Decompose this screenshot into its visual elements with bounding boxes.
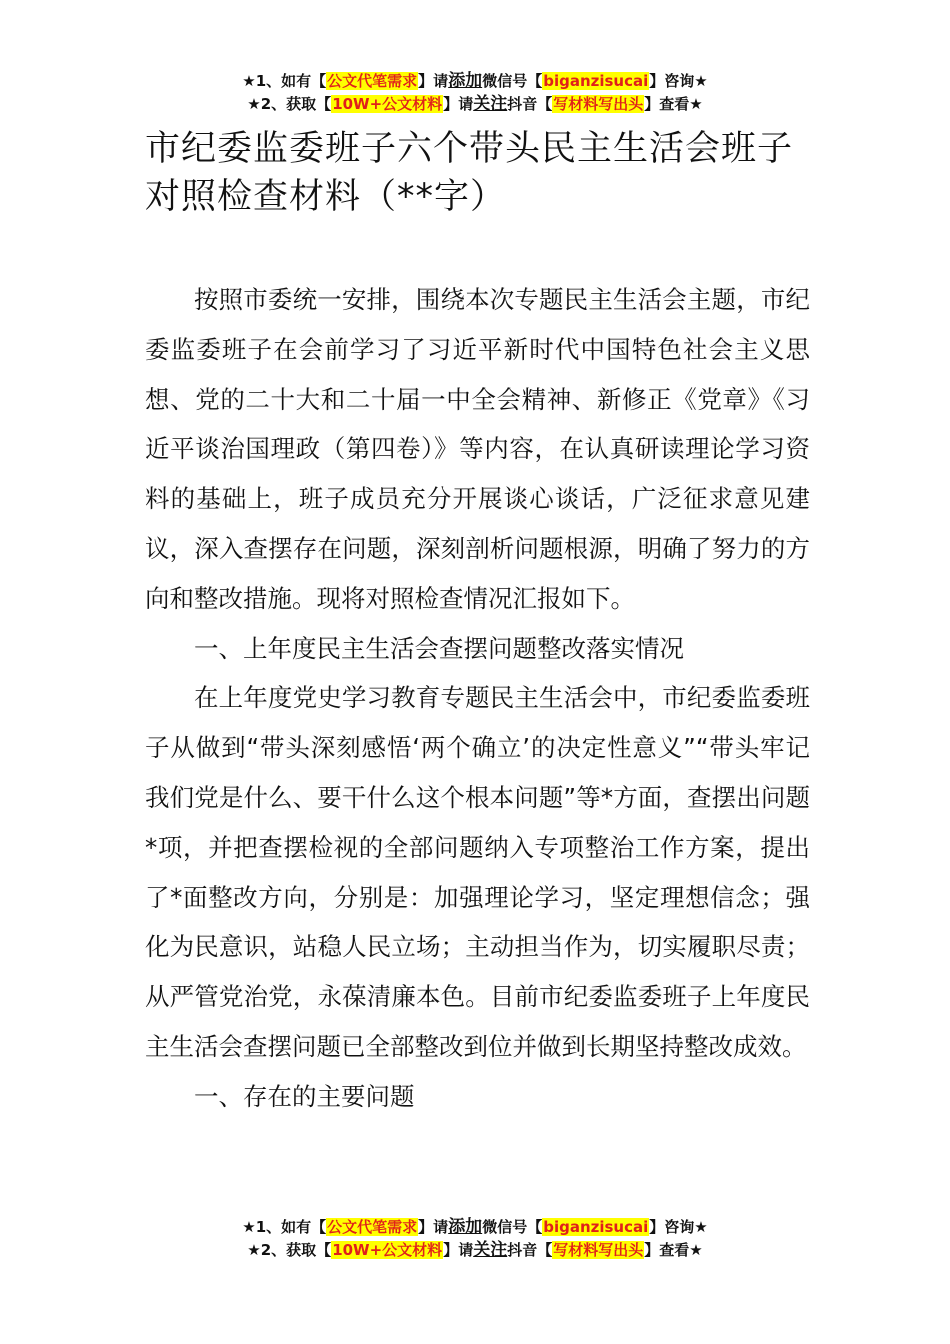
- banner-text: 】请: [443, 95, 474, 113]
- banner-text: 微信号【: [482, 1218, 543, 1236]
- underlined-text: 添加: [448, 1217, 483, 1237]
- banner-line-2: [0, 93, 950, 116]
- banner-text: 微信号【: [482, 72, 543, 90]
- highlight-text: 公文代笔需求: [327, 1218, 418, 1236]
- highlight-text: 10W+公文材料: [332, 95, 443, 113]
- document-body: [145, 275, 810, 1122]
- intro-paragraph: 按照市委统一安排，围绕本次专题民主生活会主题，市纪委监委班子在会前学习了习近平新时代中国特色社会主义思想、党的二十大和二十届一中全会精神、新修正《党章》《习近平谈治国理政（第四卷）》等内容，在认真研读理论学习资料的基础上，班子成员充分开展谈心谈话，广泛征求意见建议，深入查摆存在问题，深刻剖析问题根源，明确了努力的方向和整改措施。现将对照检查情况汇报如下。: [145, 285, 810, 613]
- banner-text: ★1、如有【: [242, 1218, 327, 1236]
- document-title: 市纪委监委班子六个带头民主生活会班子对照检查材料（**字）: [145, 129, 794, 217]
- douyin-highlight: 写材料写出头: [553, 1241, 644, 1259]
- douyin-highlight: 写材料写出头: [553, 95, 644, 113]
- banner-text: 抖音【: [507, 1241, 553, 1259]
- banner-text: 】咨询★: [649, 1218, 708, 1236]
- banner-text: 】请: [418, 72, 449, 90]
- highlight-text: 10W+公文材料: [332, 1241, 443, 1259]
- banner-line-2: [0, 1239, 950, 1262]
- banner-text: ★1、如有【: [242, 72, 327, 90]
- banner-text: 】请: [443, 1241, 474, 1259]
- underlined-text: 关注: [473, 1240, 508, 1260]
- section-heading: 一、存在的主要问题: [194, 1081, 415, 1111]
- underlined-text: 关注: [473, 94, 508, 114]
- section-heading: 一、上年度民主生活会查摆问题整改落实情况: [194, 633, 684, 663]
- wechat-id-highlight: biganzisucai: [543, 72, 649, 90]
- banner-text: 】咨询★: [649, 72, 708, 90]
- wechat-id-highlight: biganzisucai: [543, 1218, 649, 1236]
- banner-text: 】查看★: [644, 1241, 703, 1259]
- banner-line-1: [0, 70, 950, 93]
- banner-text: 】请: [418, 1218, 449, 1236]
- underlined-text: 添加: [448, 71, 483, 91]
- banner-text: ★2、获取【: [247, 95, 332, 113]
- body-paragraph: 在上年度党史学习教育专题民主生活会中，市纪委监委班子从做到“带头深刻感悟‘两个确立’的决定性意义”“带头牢记我们党是什么、要干什么这个根本问题”等*方面，查摆出问题*项，并把查摆检视的全部问题纳入专项整治工作方案，提出了*面整改方向，分别是：加强理论学习，坚定理想信念；强化为民意识，站稳人民立场；主动担当作为，切实履职尽责；从严管党治党，永葆清廉本色。目前市纪委监委班子上年度民主生活会查摆问题已全部整改到位并做到长期坚持整改成效。: [145, 683, 810, 1061]
- bottom-banner: [0, 1216, 950, 1262]
- highlight-text: 公文代笔需求: [327, 72, 418, 90]
- banner-text: 】查看★: [644, 95, 703, 113]
- banner-text: ★2、获取【: [247, 1241, 332, 1259]
- banner-text: 抖音【: [507, 95, 553, 113]
- banner-line-1: [0, 1216, 950, 1239]
- top-banner: [0, 70, 950, 116]
